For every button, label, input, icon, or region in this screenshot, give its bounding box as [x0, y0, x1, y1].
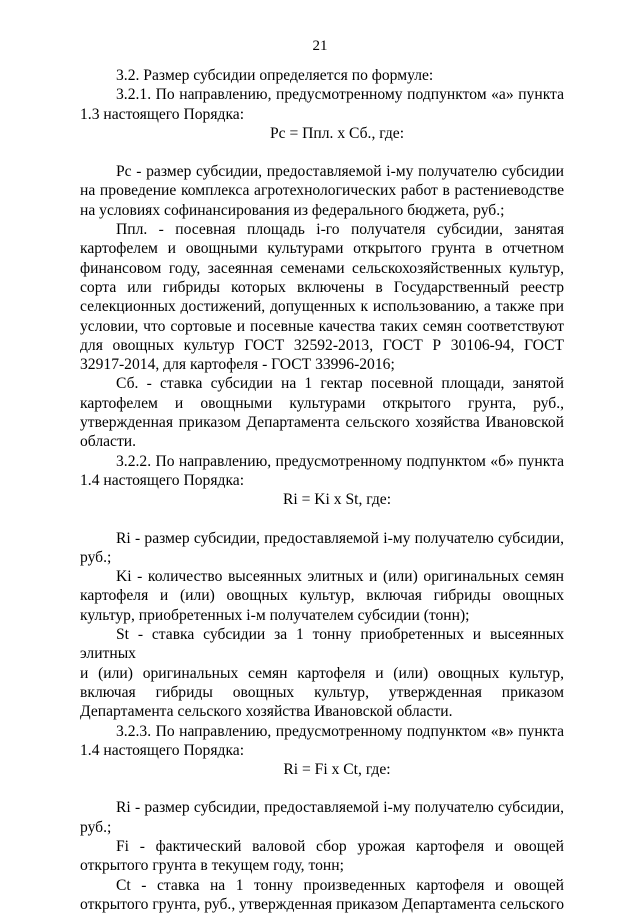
definition-ki: Ki - количество высеянных элитных и (или) оригинальных семян картофеля и (или) овощных культур, включая гибриды овощных культур, приобретенных i-м получателем субсидии (тонн); [80, 568, 564, 624]
paragraph-3-2-2: 3.2.2. По направлению, предусмотренному подпунктом «б» пункта 1.4 настоящего Порядка: [80, 452, 564, 489]
paragraph-3-2-3: 3.2.3. По направлению, предусмотренному подпунктом «в» пункта 1.4 настоящего Порядка: [80, 722, 564, 759]
definition-ppl: Ппл. - посевная площадь i-го получателя субсидии, занятая картофелем и овощными культурами открытого грунта в отчетном финансовом году, засеянная семенами сельскохозяйственных культур, сорта или гибриды которых включены в Государственный реестр селекционных достижений, допущенных к использованию, а также при условии, что сортовые и посевные качества таких семян соответствуют для овощных культур ГОСТ 32592-2013, ГОСТ Р 30106-94, ГОСТ 32917-2014, для картофеля - ГОСТ 33996-2016; [80, 221, 564, 374]
definition-st-part2: и (или) оригинальных семян картофеля и (или) овощных культур, включая гибриды овощных культур, утвержденная приказом Департамента сельского хозяйства Ивановской области. [80, 664, 564, 721]
formula-3: Ri = Fi x Ct, где: [283, 761, 391, 779]
spacer [80, 779, 564, 798]
definition-ct: Ct - ставка на 1 тонну произведенных картофеля и овощей открытого грунта, руб., утвержденная приказом Департамента сельского [80, 876, 564, 913]
definition-ri-3: Ri - размер субсидии, предоставляемой i-му получателю субсидии, руб.; [80, 799, 564, 836]
definition-sb: Сб. - ставка субсидии на 1 гектар посевной площади, занятой картофелем и овощными культурами открытого грунта, руб., утвержденная приказом Департамента сельского хозяйства Ивановской области. [80, 375, 564, 451]
spacer [80, 510, 564, 529]
paragraph-3-2: 3.2. Размер субсидии определяется по формуле: [116, 67, 434, 84]
document-body [80, 66, 564, 914]
definition-fi: Fi - фактический валовой сбор урожая картофеля и овощей открытого грунта в текущем году, тонн; [80, 837, 564, 875]
definition-st-part1: St - ставка субсидии за 1 тонну приобретенных и высеянных элитных [80, 626, 564, 663]
formula-2: Ri = Ki x St, где: [282, 491, 392, 509]
definition-rc: Рс - размер субсидии, предоставляемой i-му получателю субсидии на проведение комплекса агротехнологических работ в растениеводстве на условиях софинансирования из федерального бюджета, руб.; [80, 163, 564, 219]
paragraph-3-2-1: 3.2.1. По направлению, предусмотренному подпунктом «а» пункта 1.3 настоящего Порядка: [80, 86, 564, 123]
spacer [80, 143, 564, 162]
definition-ri-2: Ri - размер субсидии, предоставляемой i-му получателю субсидии, руб.; [80, 529, 564, 566]
page-number: 21 [312, 38, 328, 54]
formula-1: Рс = Ппл. х Сб., где: [269, 124, 405, 142]
